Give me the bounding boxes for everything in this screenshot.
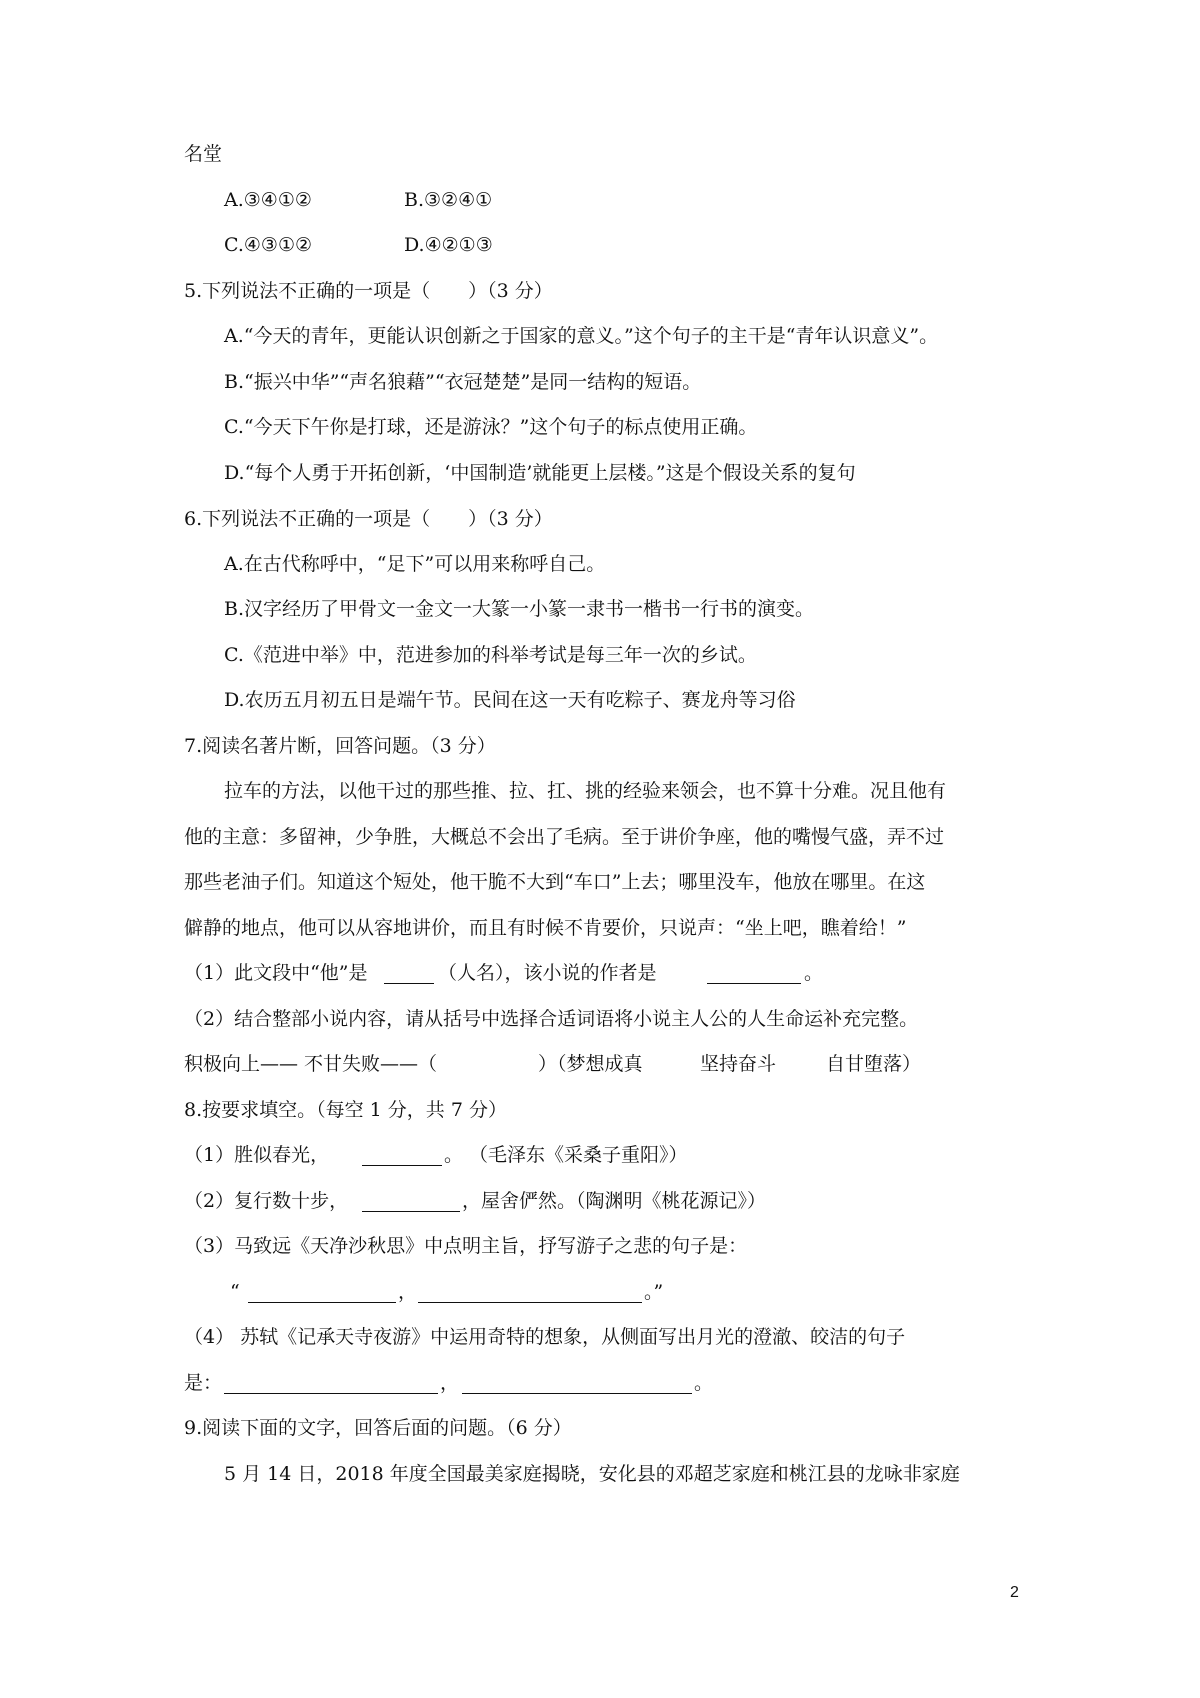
q8-4-answer-line <box>0 1367 1200 1399</box>
question-6 <box>0 503 1200 535</box>
passage-text: 僻静的地点，他可以从容地讲价，而且有时候不肯要价，只说声：“坐上吧，瞧着给！” <box>184 917 907 939</box>
continuation-text: 名堂 <box>184 143 223 165</box>
q8-4-text-b: 是： <box>184 1372 223 1394</box>
q4-option-d: D.④②①③ <box>404 234 493 256</box>
q7-1-text-a: （1）此文段中“他”是 <box>184 962 368 984</box>
comma: ， <box>398 1281 418 1303</box>
passage-7-line-2 <box>0 821 1200 853</box>
passage-9-line-1 <box>0 1458 1200 1490</box>
q8-2-text-a: （2）复行数十步， <box>184 1190 349 1212</box>
q6-option-d-row <box>0 684 1200 716</box>
q7-1-text-b: （人名），该小说的作者是 <box>438 962 657 984</box>
q4-options-row-1 <box>0 184 1200 216</box>
q7-subquestion-2 <box>0 1003 1200 1035</box>
q4-option-b: B.③②④① <box>404 189 493 211</box>
q4-option-c: C.④③①② <box>224 234 313 256</box>
answer-blank[interactable] <box>224 1367 438 1394</box>
q6-option-b: B.汉字经历了甲骨文一金文一大篆一小篆一隶书一楷书一行书的演变。 <box>224 598 815 620</box>
question-7 <box>0 730 1200 762</box>
comma: ， <box>440 1372 460 1394</box>
q6-option-c-row <box>0 639 1200 671</box>
q5-option-d-row <box>0 457 1200 489</box>
period: 。 <box>694 1372 714 1394</box>
line <box>0 138 1200 170</box>
open-quote: “ <box>230 1281 240 1303</box>
q8-4-text: （4） 苏轼《记承天寺夜游》中运用奇特的想象，从侧面写出月光的澄澈、皎洁的句子 <box>184 1326 906 1348</box>
close-quote: 。” <box>644 1281 664 1303</box>
passage-text: 那些老油子们。知道这个短处，他干脆不大到“车口”上去；哪里没车，他放在哪里。在这 <box>184 871 926 893</box>
q6-option-a-row <box>0 548 1200 580</box>
q8-1-text-a: （1）胜似春光， <box>184 1144 330 1166</box>
question-8-stem: 8.按要求填空。（每空 1 分，共 7 分） <box>184 1099 507 1121</box>
q6-option-d: D.农历五月初五日是端午节。民间在这一天有吃粽子、赛龙舟等习俗 <box>224 689 796 711</box>
q7-2-line-d: 自甘堕落） <box>826 1053 922 1075</box>
q7-subquestion-1 <box>0 957 1200 989</box>
passage-7-line-3 <box>0 866 1200 898</box>
q8-3-text: （3）马致远《天净沙秋思》中点明主旨，抒写游子之悲的句子是： <box>184 1235 748 1257</box>
question-7-stem: 7.阅读名著片断，回答问题。（3 分） <box>184 735 496 757</box>
page-number: 2 <box>1010 1584 1019 1601</box>
q5-option-a: A.“今天的青年，更能认识创新之于国家的意义。”这个句子的主干是“青年认识意义”。 <box>224 325 939 347</box>
answer-blank[interactable] <box>462 1367 692 1394</box>
question-9 <box>0 1412 1200 1444</box>
q4-options-row-2 <box>0 229 1200 261</box>
q5-option-b: B.“振兴中华”“声名狼藉”“衣冠楚楚”是同一结构的短语。 <box>224 371 702 393</box>
q8-3-answer-line <box>0 1276 1200 1308</box>
q8-2-text-b: ，屋舍俨然。（陶渊明《桃花源记》） <box>462 1190 767 1212</box>
q7-1-text-c: 。 <box>804 962 824 984</box>
question-8 <box>0 1094 1200 1126</box>
answer-blank[interactable] <box>362 1139 442 1166</box>
answer-blank[interactable] <box>418 1276 642 1303</box>
question-9-stem: 9.阅读下面的文字，回答后面的问题。（6 分） <box>184 1417 572 1439</box>
q5-option-a-row <box>0 320 1200 352</box>
q8-1 <box>0 1139 1200 1171</box>
q6-option-c: C.《范进中举》中，范进参加的科举考试是每三年一次的乡试。 <box>224 644 757 666</box>
q5-option-b-row <box>0 366 1200 398</box>
q5-option-c: C.“今天下午你是打球，还是游泳？”这个句子的标点使用正确。 <box>224 416 758 438</box>
passage-7-line-4 <box>0 912 1200 944</box>
q7-2-text: （2）结合整部小说内容，请从括号中选择合适词语将小说主人公的人生命运补充完整。 <box>184 1008 919 1030</box>
q7-2-line-c: 坚持奋斗 <box>700 1053 777 1075</box>
q4-option-a: A.③④①② <box>224 189 312 211</box>
q6-option-a: A.在古代称呼中，“足下”可以用来称呼自己。 <box>224 553 606 575</box>
q7-2-choice-line <box>0 1048 1200 1080</box>
q6-option-b-row <box>0 593 1200 625</box>
passage-text: 拉车的方法，以他干过的那些推、拉、扛、挑的经验来领会，也不算十分难。况且他有 <box>224 780 947 802</box>
q8-4 <box>0 1321 1200 1353</box>
q7-2-line-a: 积极向上—— 不甘失败——（ <box>184 1053 438 1075</box>
passage-7-line-1 <box>0 775 1200 807</box>
answer-blank[interactable] <box>384 957 434 984</box>
answer-blank[interactable] <box>362 1185 460 1212</box>
question-5 <box>0 275 1200 307</box>
q5-option-d: D.“每个人勇于开拓创新，‘中国制造’就能更上层楼。”这是个假设关系的复句 <box>224 462 856 484</box>
q8-3 <box>0 1230 1200 1262</box>
answer-blank[interactable] <box>248 1276 396 1303</box>
question-5-stem: 5.下列说法不正确的一项是（ ）（3 分） <box>184 280 553 302</box>
passage-text: 他的主意：多留神，少争胜，大概总不会出了毛病。至于讲价争座，他的嘴慢气盛，弄不过 <box>184 826 945 848</box>
q8-1-text-b: 。 （毛泽东《采桑子重阳》） <box>444 1144 688 1166</box>
q5-option-c-row <box>0 411 1200 443</box>
answer-blank[interactable] <box>707 957 801 984</box>
q8-2 <box>0 1185 1200 1217</box>
q7-2-line-b: ）（梦想成真 <box>538 1053 643 1075</box>
question-6-stem: 6.下列说法不正确的一项是（ ）（3 分） <box>184 508 553 530</box>
passage-text: 5 月 14 日，2018 年度全国最美家庭揭晓，安化县的邓超芝家庭和桃江县的龙咏非家庭 <box>224 1463 960 1485</box>
